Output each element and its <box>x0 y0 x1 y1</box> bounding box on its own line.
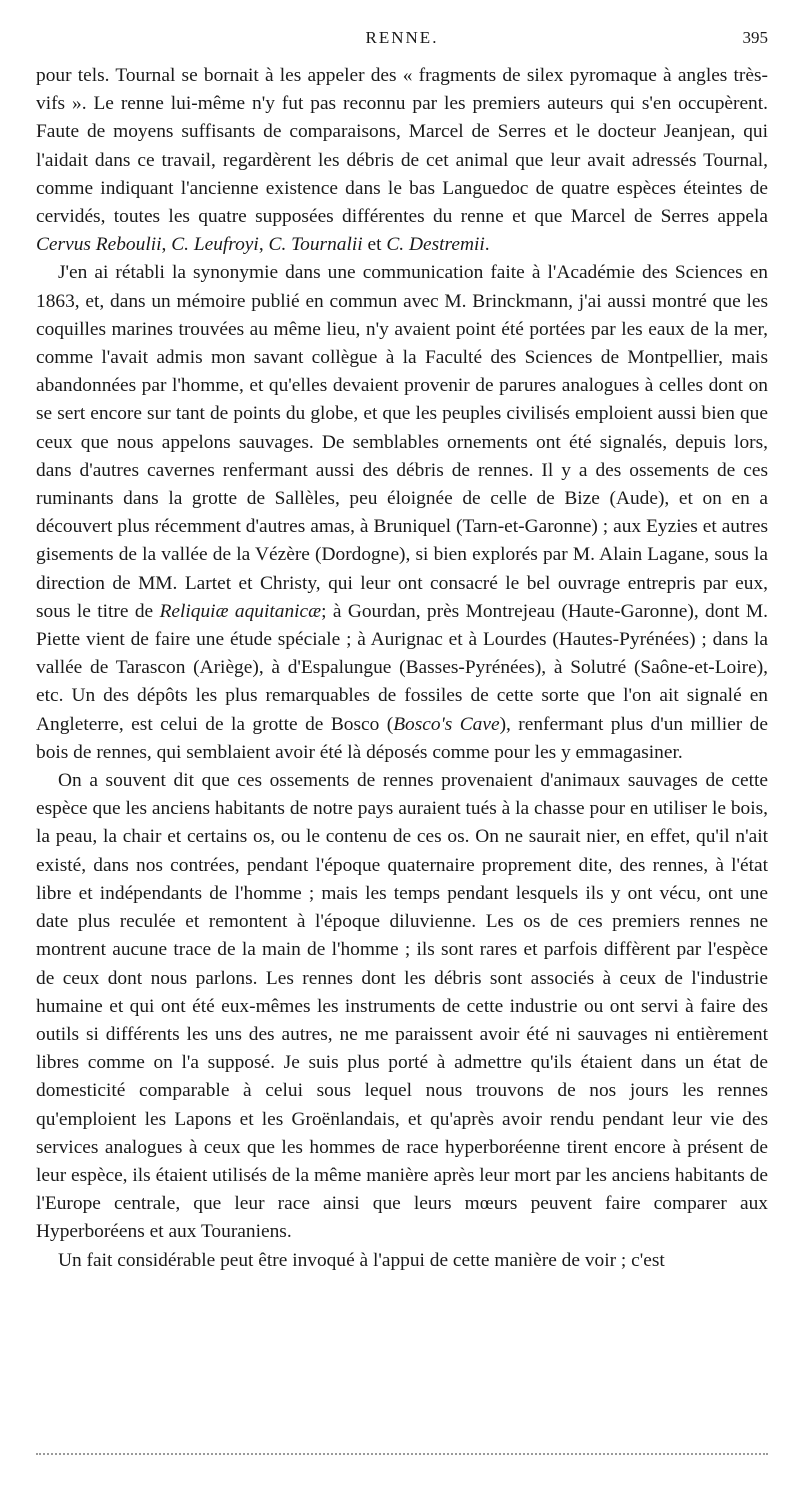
text-segment: On a souvent dit que ces ossements de rennes provenaient d'animaux sauvages de cette espèce que les anciens habitants de notre pays auraient tués à la chasse pour en utiliser le bois, la peau, la chair et certains os, ou le contenu de ces os. On ne saurait nier, en effet, qu'il n'ait existé, dans nos contrées, pendant l'époque quaternaire proprement dite, des rennes, à l'état libre et indépendants de l'homme ; mais les temps pendant lesquels ils y ont vécu, ont une date plus reculée et remontent à l'époque diluvienne. Les os de ces premiers rennes ne montrent aucune trace de la main de l'homme ; ils sont rares et parfois diffèrent par l'espèce de ceux dont nous parlons. Les rennes dont les débris sont associés à ceux de l'industrie humaine et qui ont été eux-mêmes les instruments de cette industrie ou ont servi à faire des outils si différents les uns des autres, ne me paraissent avoir été ni sauvages ni entièrement libres comme on l'a supposé. Je suis plus porté à admettre qu'ils étaient dans un état de domesticité comparable à celui sous lequel nous trouvons de nos jours les rennes qu'emploient les Lapons et les Groënlandais, et qu'après avoir rendu pendant leur vie des services analogues à ceux que les hommes de race hyperboréenne tirent encore à présent de leur espèce, ils étaient utilisés de la même manière après leur mort par les anciens habitants de l'Europe centrale, que leur race ainsi que leurs mœurs peuvent faire comparer aux Hyperboréens et aux Touraniens. <box>36 770 768 1243</box>
paragraph <box>36 259 768 767</box>
running-head: RENNE. <box>365 28 439 47</box>
paragraph <box>36 767 768 1246</box>
italic-term: Bosco's Cave <box>393 713 500 735</box>
text-segment: et <box>362 234 387 256</box>
italic-term: C. Destremii <box>386 234 485 256</box>
page <box>36 28 768 1275</box>
body-text <box>36 62 768 1275</box>
text-segment: Un fait considérable peut être invoqué à l'appui de cette manière de voir ; c'est <box>58 1249 665 1271</box>
text-segment: , <box>258 234 269 256</box>
footer-rule <box>36 1453 768 1455</box>
text-segment: , <box>161 234 172 256</box>
page-number: 395 <box>742 28 768 47</box>
italic-term: Cervus Reboulii <box>36 234 162 256</box>
text-segment: ; à Gourdan, près Montrejeau (Haute-Garonne), dont M. Piette vient de faire une étude spéciale ; à Aurignac et à Lourdes (Hautes-Pyrénées) ; dans la vallée de Tarascon (Ariège), à d'Espalungue (Basses-Pyrénées), à Solutré (Saône-et-Loire), etc. Un des dépôts les plus remarquables de fossiles de cette sorte que l'on ait signalé en Angleterre, est celui de la grotte de Bosco ( <box>36 600 768 735</box>
text-segment: pour tels. Tournal se bornait à les appeler des « fragments de silex pyromaque à angles très-vifs ». Le renne lui-même n'y fut pas reconnu par les premiers auteurs qui s'en occupèrent. Faute de moyens suffisants de comparaisons, Marcel de Serres et le docteur Jeanjean, qui l'aidait dans ce travail, regardèrent les débris de cet animal que leur avait adressés Tournal, comme indiquant l'ancienne existence dans le bas Languedoc de quatre espèces éteintes de cervidés, toutes les quatre supposées différentes du renne et que Marcel de Serres appela <box>36 65 768 228</box>
paragraph <box>36 1247 768 1275</box>
italic-term: Reliquiæ aquitanicæ <box>159 600 322 622</box>
text-segment: ), renfermant plus d'un millier de bois de rennes, qui semblaient avoir été là déposés comme pour les y emmagasiner. <box>36 713 768 763</box>
italic-term: C. Tournalii <box>268 234 363 256</box>
text-segment: . <box>484 234 490 256</box>
page-header <box>36 28 768 54</box>
paragraph <box>36 62 768 259</box>
text-segment: J'en ai rétabli la synonymie dans une communication faite à l'Académie des Sciences en 1863, et, dans un mémoire publié en commun avec M. Brinckmann, j'ai aussi montré que les coquilles marines trouvées au même lieu, n'y avaient point été portées par les eaux de la mer, comme l'avait admis mon savant collègue à la Faculté des Sciences de Montpellier, mais abandonnées par l'homme, et qu'elles devaient provenir de parures analogues à celles dont on se sert encore sur tant de points du globe, et que les peuples civilisés emploient aussi bien que ceux que nous appelons sauvages. De semblables ornements ont été signalés, depuis lors, dans d'autres cavernes renfermant aussi des débris de rennes. Il y a des ossements de ces ruminants dans la grotte de Sallèles, peu éloignée de celle de Bize (Aude), et on en a découvert plus récemment d'autres amas, à Bruniquel (Tarn-et-Garonne) ; aux Eyzies et autres gisements de la vallée de la Vézère (Dordogne), si bien explorés par M. Alain Lagane, sous la direction de MM. Lartet et Christy, qui leur ont consacré le bel ouvrage entrepris par eux, sous le titre de <box>36 262 768 622</box>
italic-term: C. Leufroyi <box>171 234 259 256</box>
